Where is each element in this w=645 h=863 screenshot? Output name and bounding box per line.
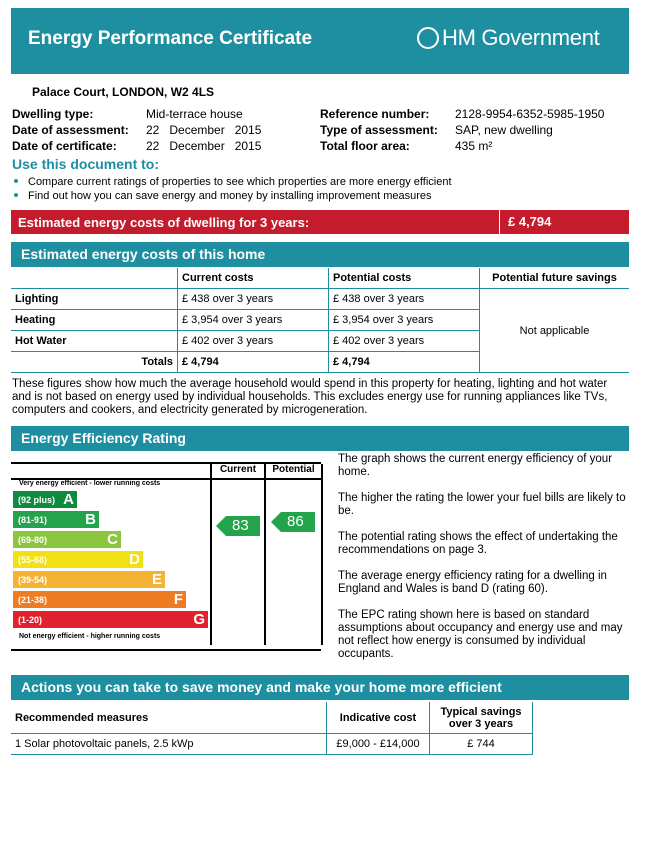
inefficient-note: Not energy efficient - higher running costs [19, 633, 161, 640]
rating-band-f: (21-38) F [13, 591, 186, 608]
use-document-heading: Use this document to: [12, 156, 160, 172]
reference-number-value: 2128-9954-6352-5985-1950 [455, 107, 605, 121]
savings-value: Not applicable [480, 289, 630, 373]
rating-explanation [338, 453, 628, 674]
rating-band-c: (69-80) C [13, 531, 121, 548]
rating-text: The EPC rating shown here is based on standard assumptions about occupancy and energy use and may not reflect how energy is consumed by individual occupants. [338, 609, 623, 660]
royal-crest-icon [417, 27, 439, 49]
assessment-date-value: 22 December 2015 [146, 123, 262, 137]
table-row [11, 734, 533, 755]
rating-section-title: Energy Efficiency Rating [21, 430, 186, 446]
potential-column-header: Potential [264, 464, 323, 480]
costs-table [11, 268, 629, 373]
estimated-cost-value: £ 4,794 [499, 210, 551, 234]
rating-band-d: (55-68) D [13, 551, 143, 568]
future-savings-header: Potential future savings [480, 268, 630, 289]
savings-header: Typical savings over 3 years [430, 702, 533, 734]
cost-header: Indicative cost [327, 702, 430, 734]
table-row: Heating £ 3,954 over 3 years £ 3,954 over 3 years [11, 310, 629, 331]
potential-costs-header: Potential costs [329, 268, 480, 289]
list-item: Find out how you can save energy and money by installing improvement measures [12, 190, 452, 202]
rating-text: The higher the rating the lower your fuel bills are likely to be. [338, 492, 626, 517]
reference-number-label: Reference number: [320, 107, 430, 121]
current-rating-arrow [226, 516, 260, 536]
page-title: Energy Performance Certificate [28, 28, 313, 49]
brand-label: HM Government [442, 25, 600, 50]
details-left [12, 107, 261, 155]
hm-government-logo [417, 25, 599, 51]
certificate-date-label: Date of certificate: [12, 139, 117, 153]
measure-saving: £ 744 [430, 734, 533, 755]
efficient-note: Very energy efficient - lower running costs [19, 480, 161, 487]
table-header-row [11, 268, 629, 289]
costs-note: These figures show how much the average household would spend in this property for heating, lighting and hot water and is not based on energy used by individual households. This excludes energy use for running appliances like TVs, computers and cookers, and electricity generated by microgeneration. [12, 378, 608, 416]
actions-table [11, 702, 533, 755]
rating-text: The average energy efficiency rating for a dwelling in England and Wales is band D (rating 60). [338, 570, 607, 595]
details-right [320, 107, 604, 155]
estimated-cost-label: Estimated energy costs of dwelling for 3 years: [18, 215, 310, 230]
costs-section-header [11, 242, 629, 267]
measures-header: Recommended measures [11, 702, 327, 734]
current-column-header: Current [210, 464, 264, 480]
totals-row: Totals £ 4,794 £ 4,794 [11, 352, 629, 373]
rating-band-b: (81-91) B [13, 511, 99, 528]
costs-section-title: Estimated energy costs of this home [21, 246, 266, 262]
estimated-cost-banner [11, 210, 629, 234]
list-item: Compare current ratings of properties to see which properties are more energy efficient [12, 176, 452, 188]
assessment-type-label: Type of assessment: [320, 123, 438, 137]
table-row: Lighting £ 438 over 3 years £ 438 over 3 years Not applicable [11, 289, 629, 310]
dwelling-type-value: Mid-terrace house [146, 107, 243, 121]
rating-band-g: (1-20) G [13, 611, 208, 628]
dwelling-type-label: Dwelling type: [12, 107, 94, 121]
potential-rating-value: 86 [287, 513, 304, 530]
rating-text: The potential rating shows the effect of undertaking the recommendations on page 3. [338, 531, 618, 556]
measure-cost: £9,000 - £14,000 [327, 734, 430, 755]
potential-rating-arrow [281, 512, 315, 532]
use-document-list [12, 176, 452, 204]
measure-name: 1 Solar photovoltaic panels, 2.5 kWp [11, 734, 327, 755]
rating-band-a: (92 plus) A [13, 491, 77, 508]
assessment-type-value: SAP, new dwelling [455, 123, 553, 137]
floor-area-value: 435 m² [455, 139, 493, 153]
rating-band-e: (39-54) E [13, 571, 165, 588]
floor-area-label: Total floor area: [320, 139, 410, 153]
table-row: Hot Water £ 402 over 3 years £ 402 over 3 years [11, 331, 629, 352]
property-address: Palace Court, LONDON, W2 4LS [32, 85, 215, 99]
rating-section-header [11, 426, 629, 451]
assessment-date-label: Date of assessment: [12, 123, 129, 137]
table-header-row [11, 702, 533, 734]
current-rating-value: 83 [232, 517, 249, 534]
certificate-date-value: 22 December 2015 [146, 139, 262, 153]
current-costs-header: Current costs [178, 268, 329, 289]
rating-text: The graph shows the current energy efficiency of your home. [338, 453, 613, 478]
actions-section-header [11, 675, 629, 700]
actions-section-title: Actions you can take to save money and make your home more efficient [21, 679, 502, 695]
